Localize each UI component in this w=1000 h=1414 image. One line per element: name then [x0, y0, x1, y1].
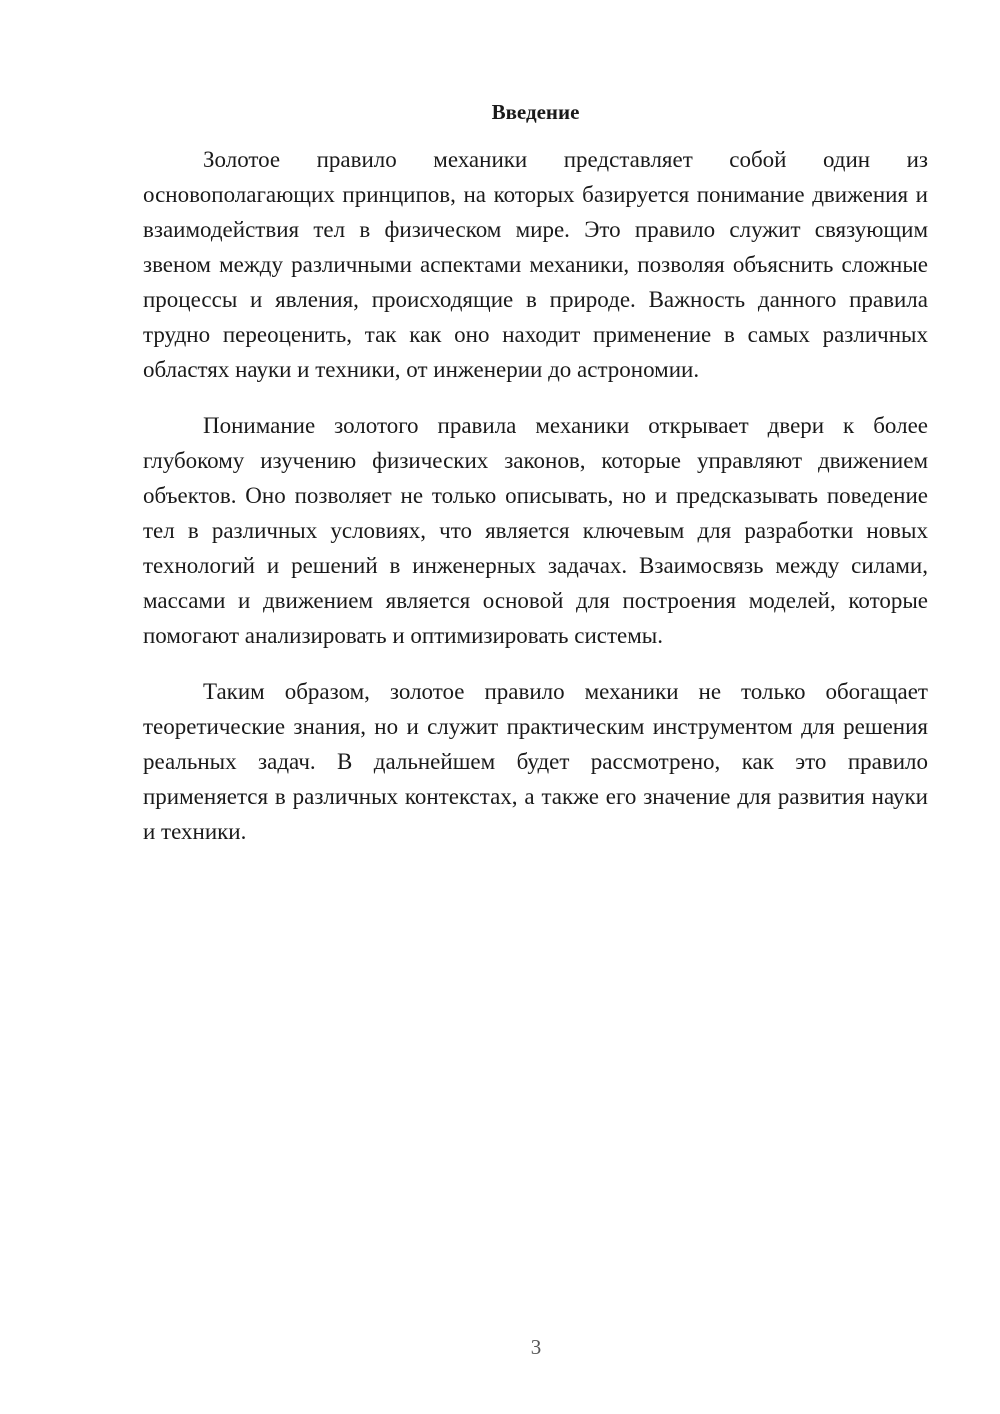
paragraph-3: Таким образом, золотое правило механики не только обогащает теоретические знания, но и служит практическим инструментом для решения реальных задач. В дальнейшем будет рассмотрено, как это правило применяется в различных контекстах, а также его значение для развития науки и техники. — [143, 679, 928, 844]
paragraph-2: Понимание золотого правила механики открывает двери к более глубокому изучению физических законов, которые управляют движением объектов. Оно позволяет не только описывать, но и предсказывать поведение тел в различных условиях, что является ключевым для разработки новых технологий и решений в инженерных задачах. Взаимосвязь между силами, массами и движением является основой для построения моделей, которые помогают анализировать и оптимизировать системы. — [143, 413, 928, 648]
paragraph-1: Золотое правило механики представляет собой один из основополагающих принципов, на которых базируется понимание движения и взаимодействия тел в физическом мире. Это правило служит связующим звеном между различными аспектами механики, позволяя объяснить сложные процессы и явления, происходящие в природе. Важность данного правила трудно переоценить, так как оно находит применение в самых различных областях науки и техники, от инженерии до астрономии. — [143, 147, 928, 382]
section-heading: Введение — [491, 100, 580, 124]
page-number: 3 — [530, 1335, 542, 1359]
body-text — [143, 142, 928, 849]
